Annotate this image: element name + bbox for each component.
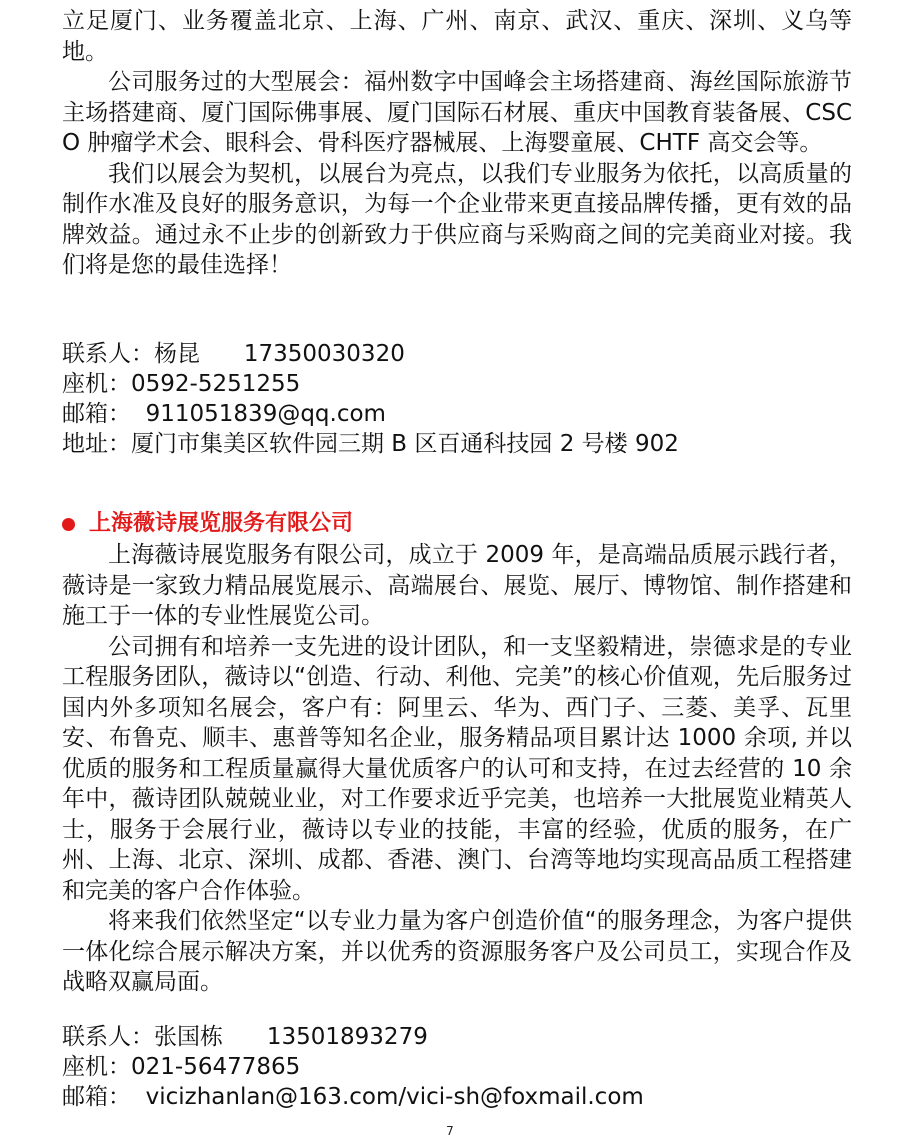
company-a-paragraph-2: 公司服务过的大型展会：福州数字中国峰会主场搭建商、海丝国际旅游节主场搭建商、厦门国际佛事展、厦门国际石材展、重庆中国教育装备展、CSCO 肿瘤学术会、眼科会、骨科医疗器械展、上海婴童展、CHTF 高交会等。 — [62, 69, 852, 156]
company-b-paragraph-1: 上海薇诗展览服务有限公司，成立于 2009 年，是高端品质展示践行者，薇诗是一家致力精品展览展示、高端展台、展览、展厅、博物馆、制作搭建和施工于一体的专业性展览公司。 — [62, 542, 852, 629]
company-b-landline: 座机：021-56477865 — [62, 1054, 301, 1080]
company-a-landline: 座机：0592-5251255 — [62, 371, 301, 397]
company-b-paragraph-3: 将来我们依然坚定“以专业力量为客户创造价值“的服务理念，为客户提供一体化综合展示解决方案，并以优秀的资源服务客户及公司员工，实现合作及战略双赢局面。 — [62, 908, 852, 995]
bullet-icon — [62, 518, 75, 531]
company-b-paragraph-2: 公司拥有和培养一支先进的设计团队，和一支坚毅精进，崇德求是的专业工程服务团队，薇诗以“创造、行动、利他、完美”的核心价值观，先后服务过国内外多项知名展会，客户有：阿里云、华为、西门子、三菱、美孚、瓦里安、布鲁克、顺丰、惠普等知名企业，服务精品项目累计达 1000 余项, 并以优质的服务和工程质量赢得大量优质客户的认可和支持，在过去经营的 10 余年中，薇诗团队兢兢业业，对工作要求近乎完美，也培养一大批展览业精英人士，服务于会展行业，薇诗以专业的技能，丰富的经验，优质的服务，在广州、上海、北京、深圳、成都、香港、澳门、台湾等地均实现高品质工程搭建和完美的客户合作体验。 — [62, 633, 852, 904]
company-a-email: 邮箱： 911051839@qq.com — [62, 401, 386, 427]
page-number: 7 — [446, 1124, 454, 1138]
company-b-contact-person: 联系人：张国栋 13501893279 — [62, 1024, 428, 1050]
company-a-body — [62, 6, 852, 281]
company-b-contact — [62, 1022, 852, 1112]
company-a-paragraph-1: 立足厦门、业务覆盖北京、上海、广州、南京、武汉、重庆、深圳、义乌等地。 — [62, 8, 852, 65]
company-a-contact-person: 联系人：杨昆 17350030320 — [62, 341, 405, 367]
company-a-paragraph-3: 我们以展会为契机，以展台为亮点，以我们专业服务为依托，以高质量的制作水准及良好的服务意识，为每一个企业带来更直接品牌传播，更有效的品牌效益。通过永不止步的创新致力于供应商与采购商之间的完美商业对接。我们将是您的最佳选择！ — [62, 160, 852, 278]
company-a-address: 地址：厦门市集美区软件园三期 B 区百通科技园 2 号楼 902 — [62, 431, 679, 457]
company-b-heading — [62, 509, 353, 539]
company-b-body — [62, 540, 852, 998]
company-b-email: 邮箱： vicizhanlan@163.com/vici-sh@foxmail.com — [62, 1084, 644, 1110]
company-a-contact — [62, 339, 852, 459]
company-b-name: 上海薇诗展览服务有限公司 — [89, 511, 354, 536]
